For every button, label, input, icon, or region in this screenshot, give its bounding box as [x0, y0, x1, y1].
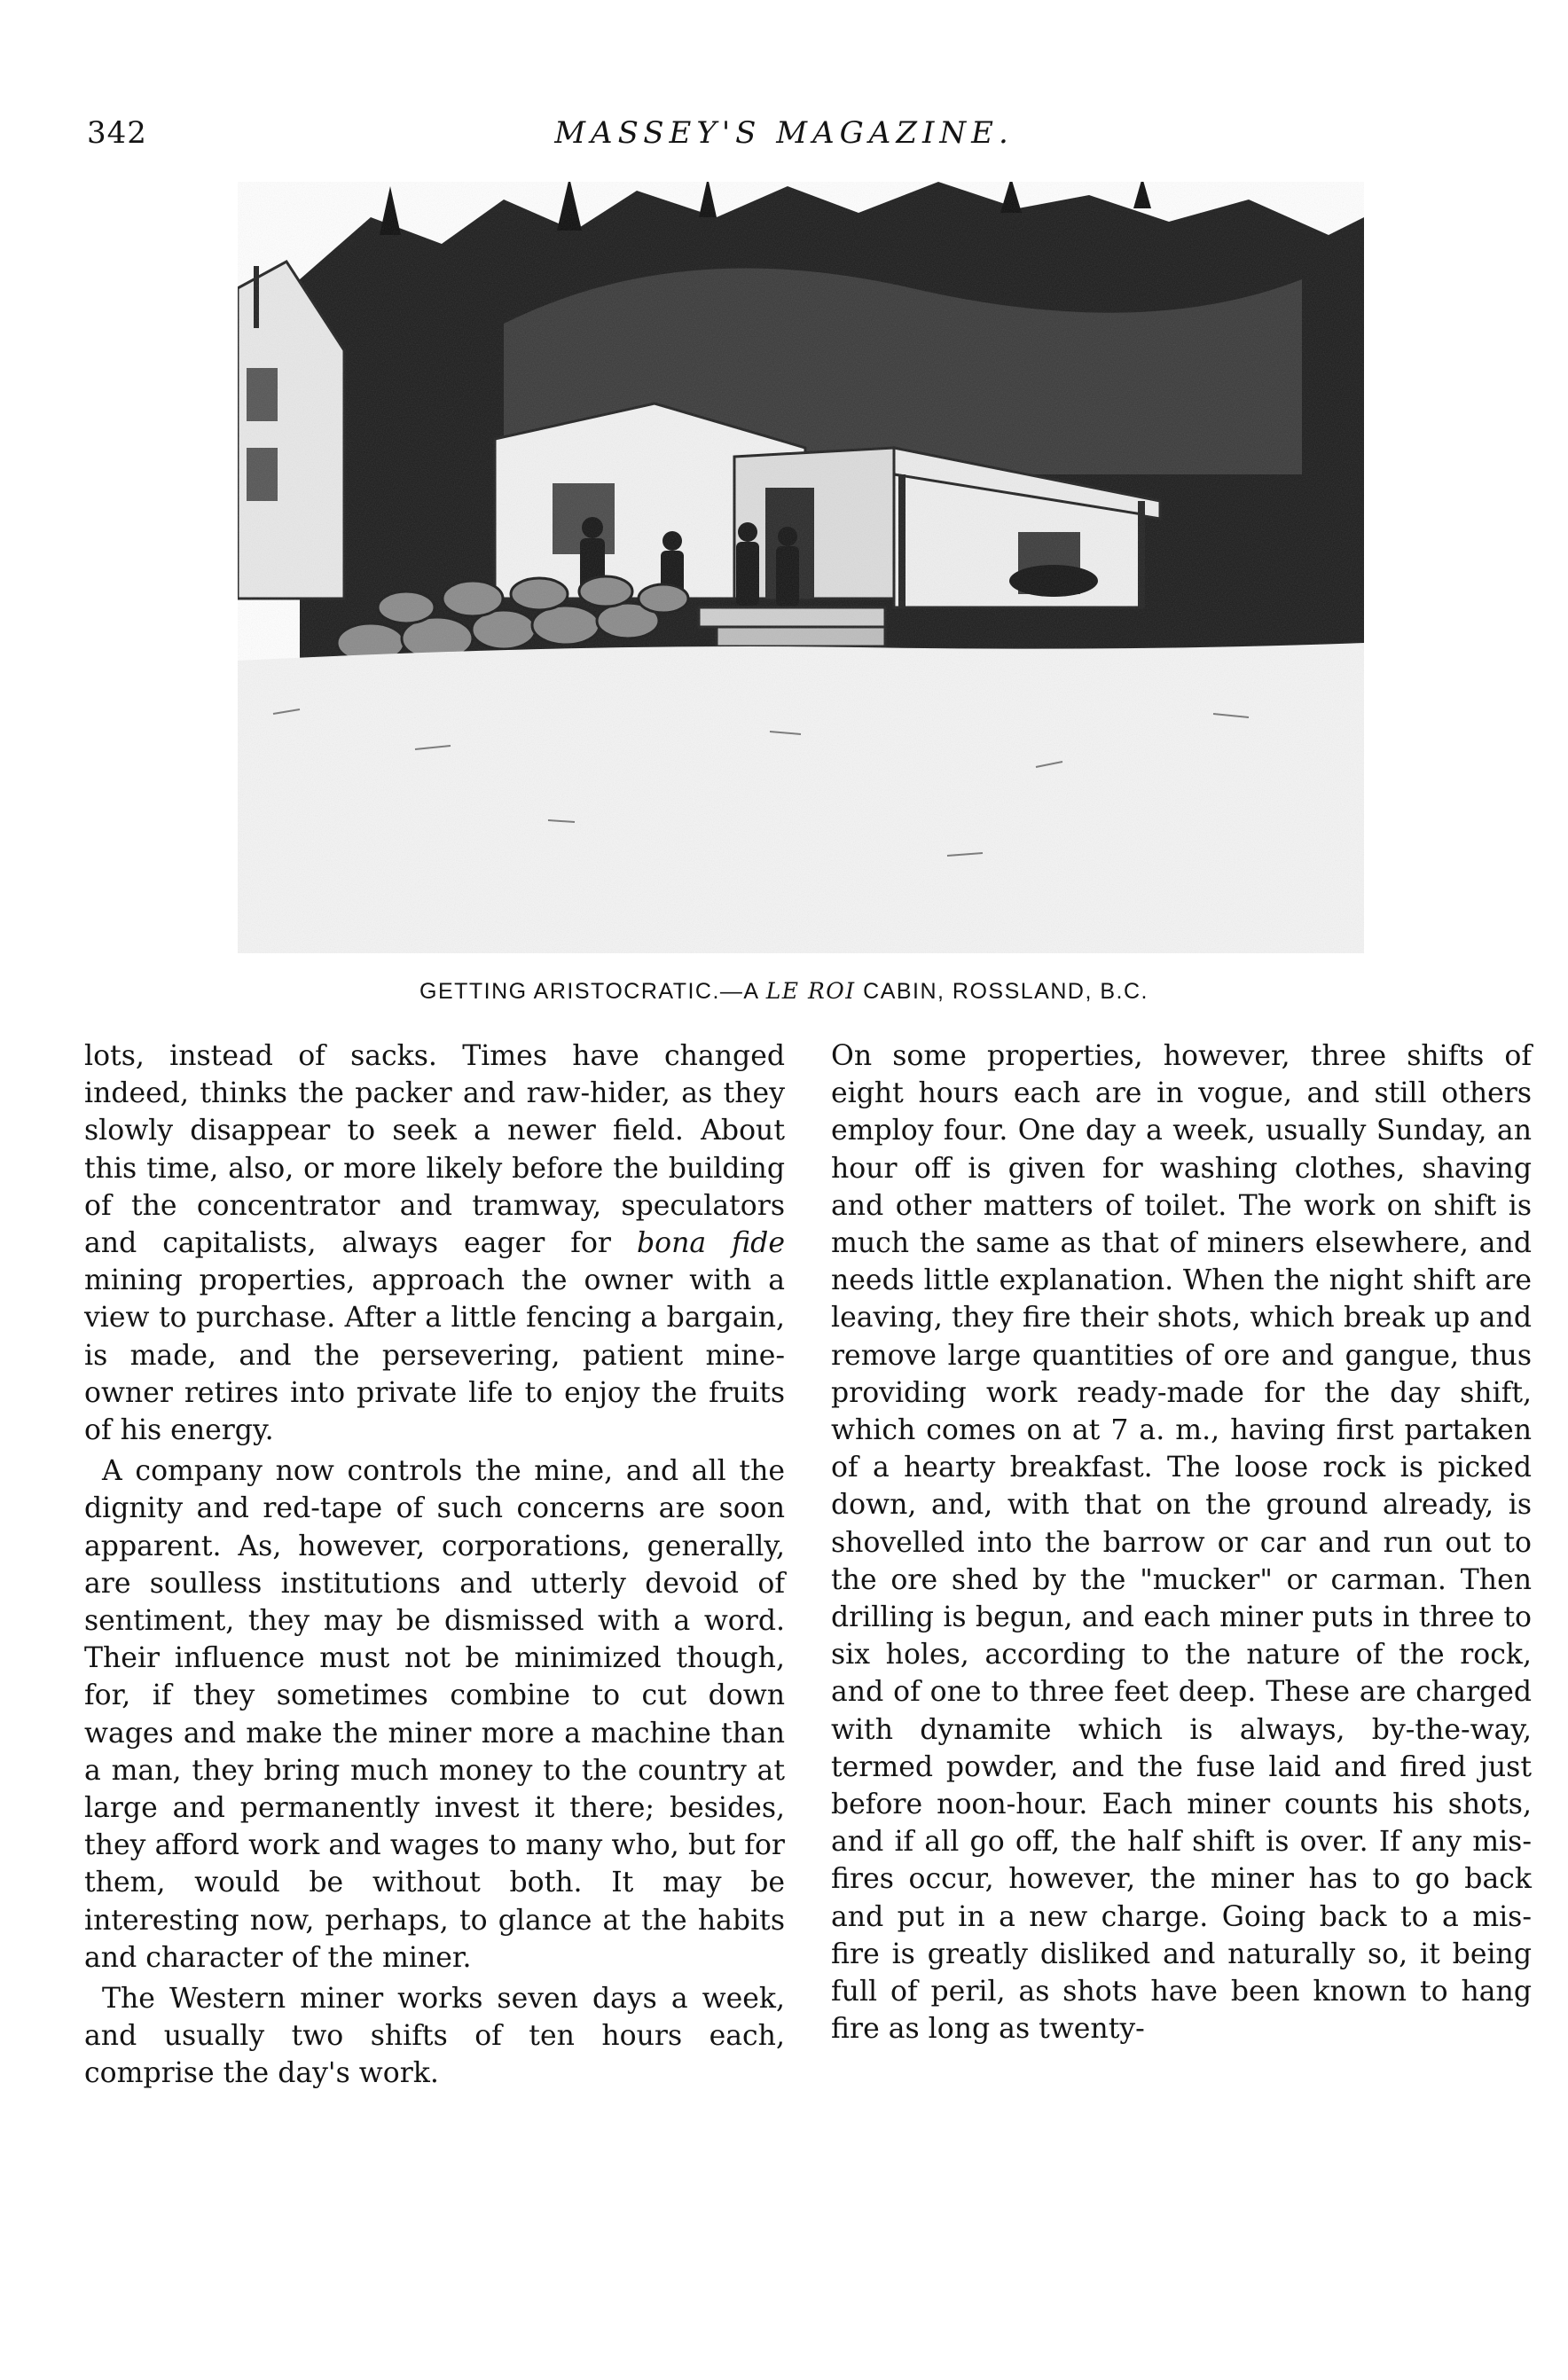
- left-paragraph-2: A company now controls the mine, and all the dignity and red-tape of such concerns are soon apparent. As, however, corporations, generally, are soulless institutions and utterly devoid of sentiment, they may be dismissed with a word. Their influence must not be minimized though, for, if they sometimes combine to cut down wages and make the miner more a machine than a man, they bring much money to the country at large and permanently invest it there; besides, they afford work and wages to many who, but for them, would be without both. It may be interesting now, perhaps, to glance at the habits and character of the miner.: [84, 1455, 785, 1974]
- caption-text-italic: LE ROI: [765, 978, 856, 1004]
- running-title: MASSEY'S MAGAZINE.: [554, 115, 1014, 151]
- cabin-photograph: [238, 182, 1364, 953]
- left-paragraph-3: The Western miner works seven days a week, and usually two shifts of ten hours each, comprise the day's work.: [84, 1983, 785, 2090]
- left-column: [84, 1037, 785, 2093]
- left-p1-text-a: lots, instead of sacks. Times have changed indeed, thinks the packer and raw-hider, as they slowly disappear to seek a newer field. About this time, also, or more likely before the building of the concentrator and tramway, speculators and capitalists, always eager for: [84, 1040, 785, 1260]
- cabin-photo-illustration: [238, 182, 1364, 953]
- page-number: 342: [87, 115, 147, 151]
- left-paragraph-1: [84, 1037, 785, 1449]
- figure-caption: [0, 978, 1568, 1005]
- left-p1-text-b: mining properties, approach the owner with a view to purchase. After a little fencing a bargain, is made, and the persevering, patient mine-owner retires into private life to enjoy the fruits of his energy.: [84, 1264, 785, 1447]
- left-p1-italic: bona fide: [636, 1227, 785, 1260]
- caption-text-post: CABIN, ROSSLAND, B.C.: [855, 979, 1149, 1004]
- right-column: [831, 1037, 1532, 2047]
- caption-text-pre: GETTING ARISTOCRATIC.—A: [419, 979, 766, 1004]
- right-paragraph-1: On some properties, however, three shifts of eight hours each are in vogue, and still others employ four. One day a week, usually Sunday, an hour off is given for washing clothes, shaving and other matters of toilet. The work on shift is much the same as that of miners elsewhere, and needs little explanation. When the night shift are leaving, they fire their shots, which break up and remove large quantities of ore and gangue, thus providing work ready-made for the day shift, which comes on at 7 a. m., having first partaken of a hearty breakfast. The loose rock is picked down, and, with that on the ground already, is shovelled into the barrow or car and run out to the ore shed by the "mucker" or carman. Then drilling is begun, and each miner puts in three to six holes, according to the nature of the rock, and of one to three feet deep. These are charged with dynamite which is always, by-the-way, termed powder, and the fuse laid and fired just before noon-hour. Each miner counts his shots, and if all go off, the half shift is over. If any mis-fires occur, however, the miner has to go back and put in a new charge. Going back to a mis-fire is greatly disliked and naturally so, it being full of peril, as shots have been known to hang fire as long as twenty-: [831, 1040, 1532, 2046]
